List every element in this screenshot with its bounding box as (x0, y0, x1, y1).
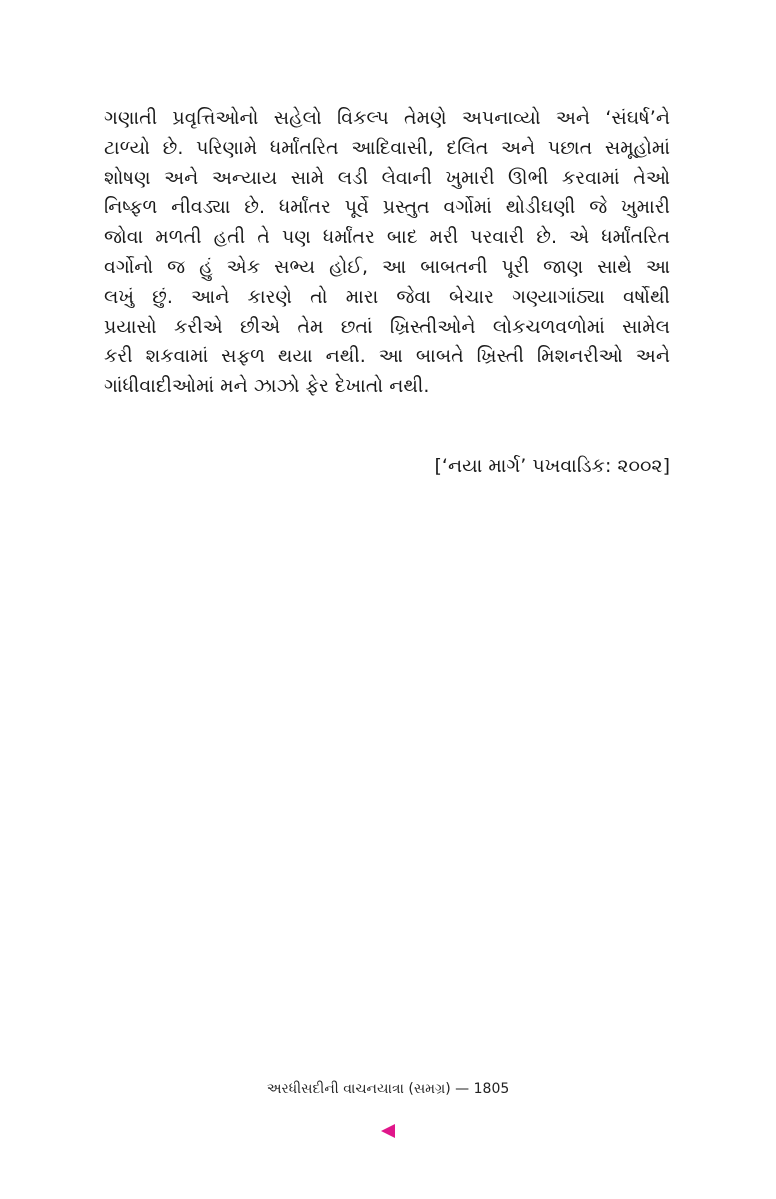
body-line-4: નિષ્ફળ નીવડ્યા છે. ધર્માંતર પૂર્વે પ્રસ્તુત વર્ગોમાં થોડીઘણી જે ખુમારી (104, 196, 670, 219)
body-line-1: ગણાતી પ્રવૃત્તિઓનો સહેલો વિકલ્પ તેમણે અપનાવ્યો અને ‘સંઘર્ષ’ને (104, 107, 670, 129)
body-line-7: લખું છું. આને કારણે તો મારા જેવા બેચાર ગણ્યાગાંઠ્યા વર્ષોથી (104, 285, 670, 308)
body-text (104, 104, 670, 402)
body-line-9: કરી શકવામાં સફળ થયા નથી. આ બાબતે ખ્રિસ્તી મિશનરીઓ અને (104, 345, 670, 368)
body-line-6: વર્ગોનો જ હું એક સભ્ય હોઈ, આ બાબતની પૂરી જાણ સાથે આ (104, 255, 670, 278)
body-line-3: શોષણ અને અન્યાય સામે લડી લેવાની ખુમારી ઊભી કરવામાં તેઓ (104, 166, 670, 189)
body-line-8: પ્રયાસો કરીએ છીએ તેમ છતાં ખ્રિસ્તીઓને લોકચળવળોમાં સામેલ (104, 315, 670, 338)
citation: [‘નયા માર્ગ’ પખવાડિક: ૨૦૦૨] (434, 455, 670, 477)
body-line-10: ગાંધીવાદીઓમાં મને ઝાઝો ફેર દેખાતો નથી. (104, 375, 430, 398)
body-line-5: જોવા મળતી હતી તે પણ ધર્માંતર બાદ મરી પરવારી છે. એ ધર્માંતરિત (104, 226, 670, 249)
triangle-left-icon[interactable] (381, 1124, 395, 1138)
body-line-2: ટાળ્યો છે. પરિણામે ધર્માંતરિત આદિવાસી, દલિત અને પછાત સમૂહોમાં (104, 136, 670, 159)
page-footer: અરધીસદીની વાચનયાત્રા (સમગ્ર) — 1805 (266, 1081, 510, 1097)
